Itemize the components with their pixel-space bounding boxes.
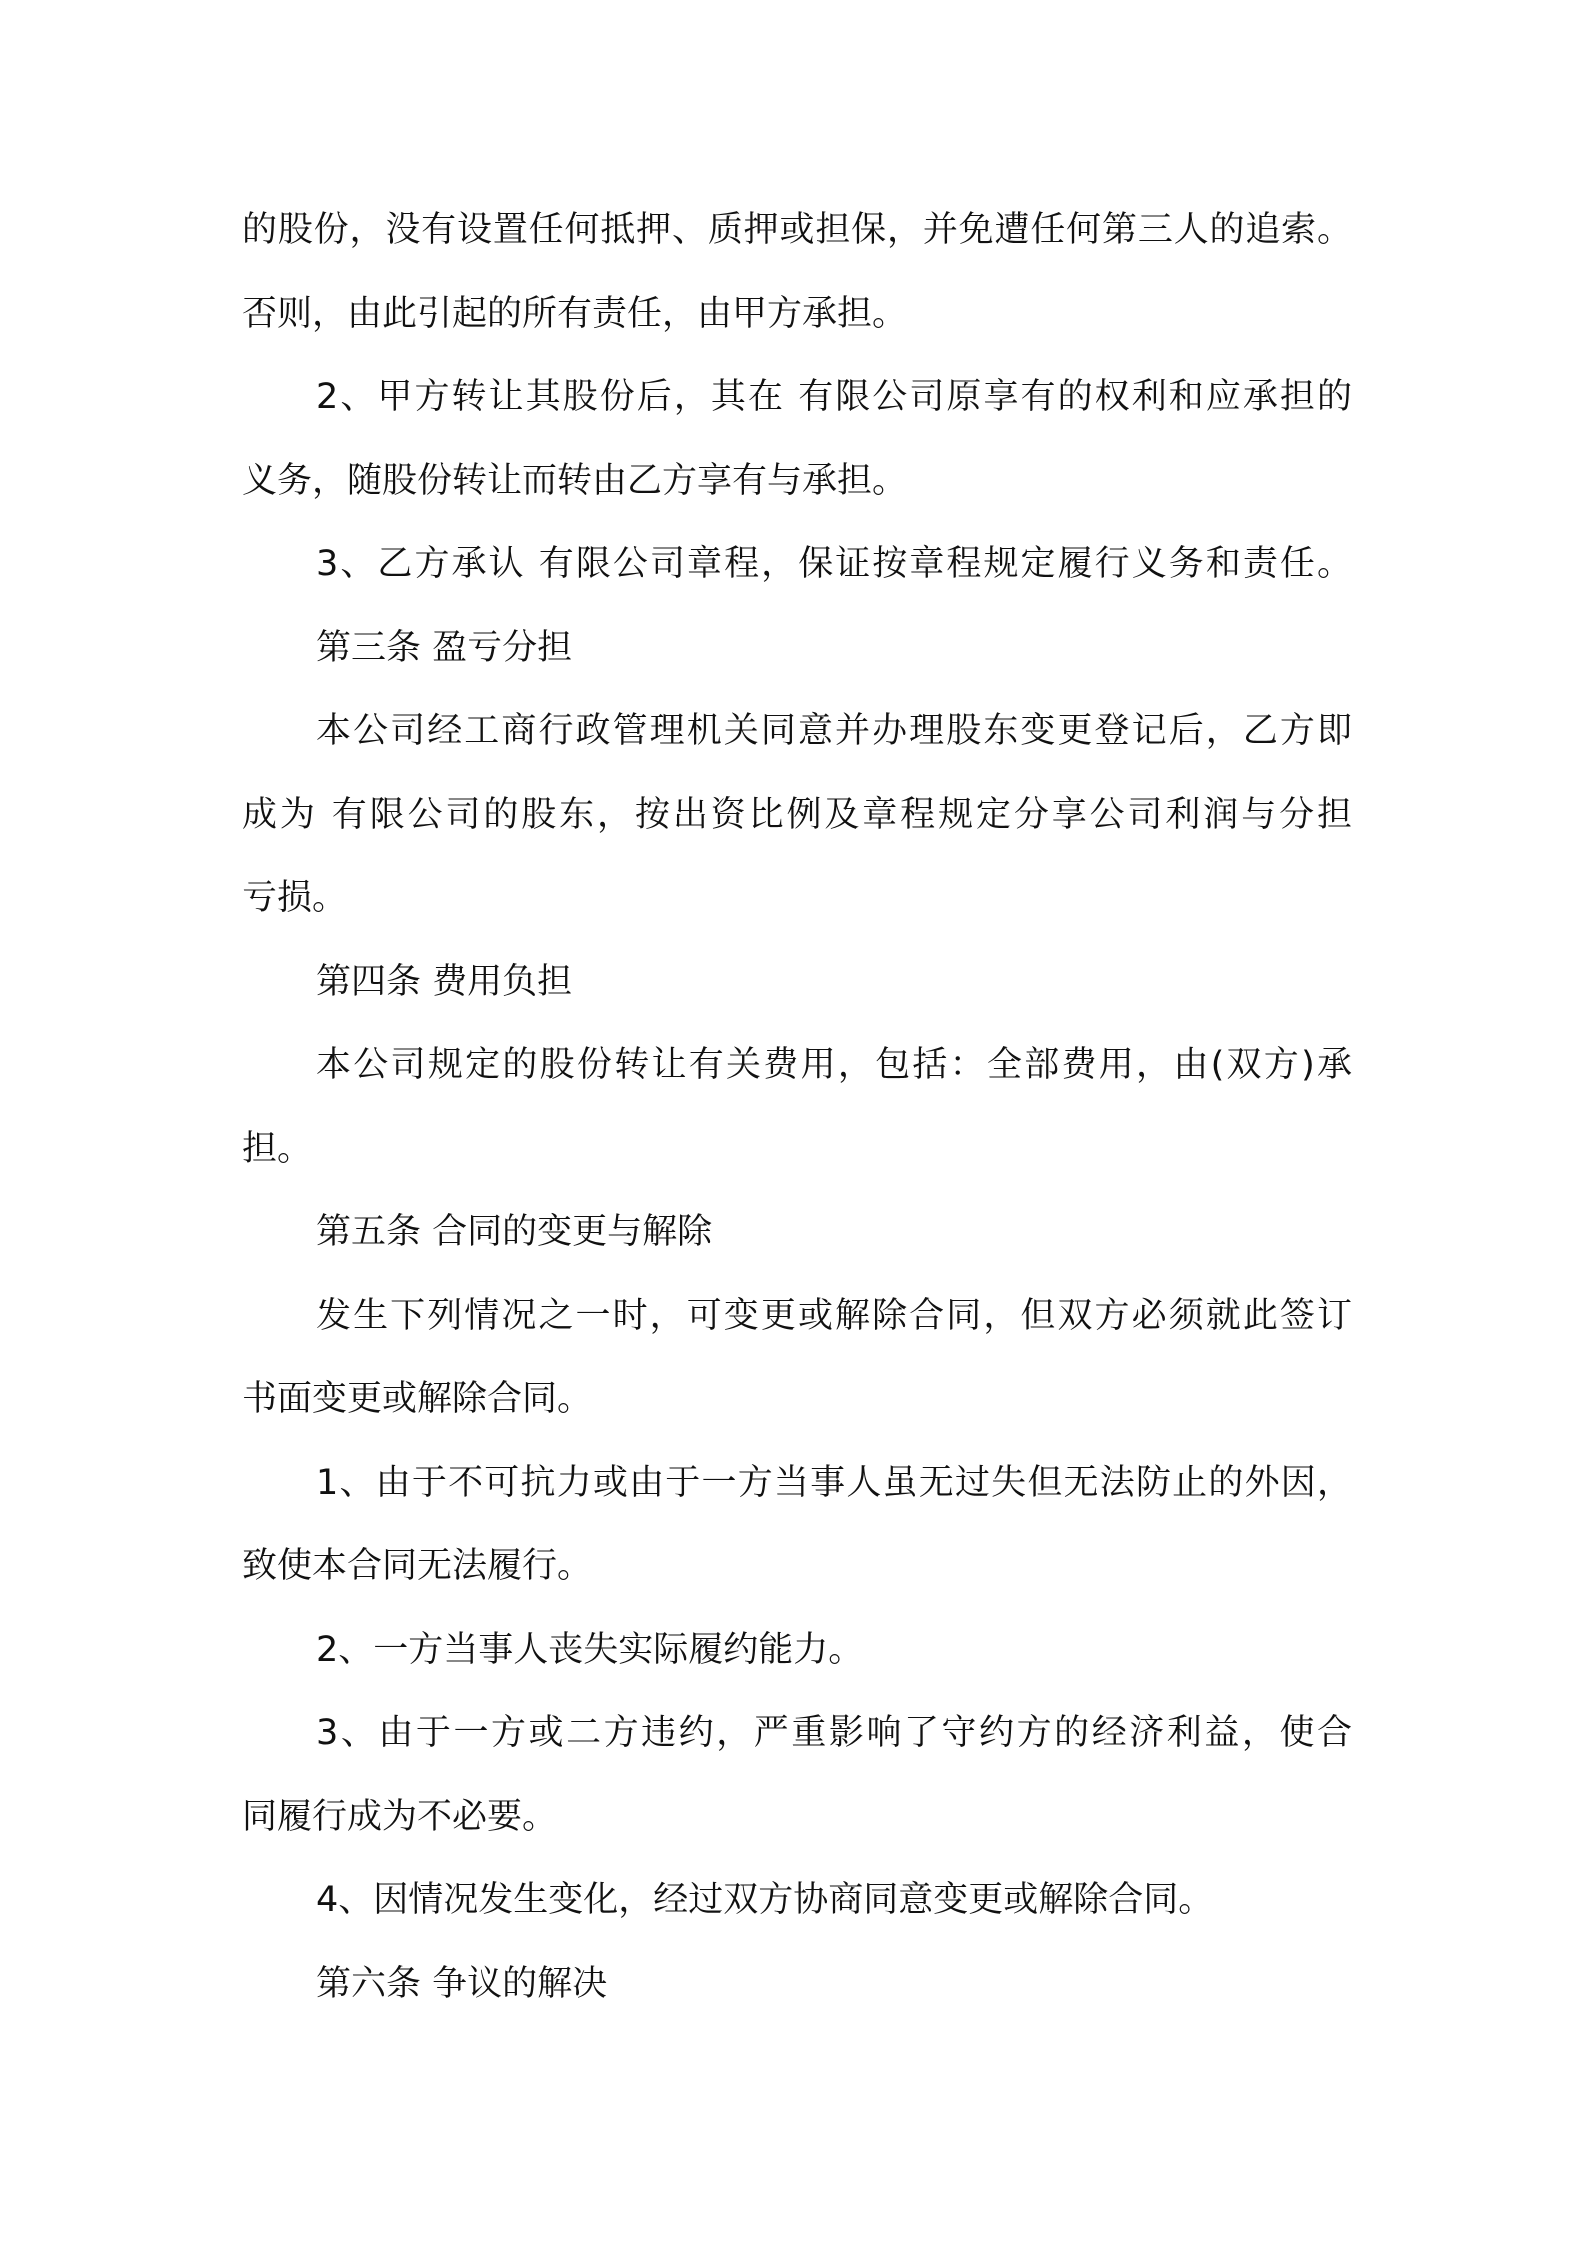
- section-heading: 第六条 争议的解决: [316, 1963, 608, 2004]
- document-line: 亏损。: [242, 878, 348, 918]
- document-line: 1、由于不可抗力或由于一方当事人虽无过失但无法防止的外因，: [316, 1462, 1352, 1503]
- document-line: 同履行成为不必要。: [242, 1796, 558, 1837]
- document-line: 成为 有限公司的股东，按出资比例及章程规定分享公司利润与分担: [242, 794, 1352, 835]
- section-heading: 第三条 盈亏分担: [316, 627, 573, 668]
- document-line: 的股份，没有设置任何抵押、质押或担保，并免遭任何第三人的追索。: [242, 210, 1352, 250]
- document-body: [242, 206, 1352, 2043]
- section-heading: 第四条 费用负担: [316, 961, 573, 1002]
- document-line: 发生下列情况之一时，可变更或解除合同，但双方必须就此签订: [316, 1295, 1352, 1336]
- document-line: 义务，随股份转让而转由乙方享有与承担。: [242, 460, 908, 501]
- document-line: 3、乙方承认 有限公司章程，保证按章程规定履行义务和责任。: [316, 544, 1352, 584]
- document-line: 2、一方当事人丧失实际履约能力。: [316, 1629, 864, 1670]
- document-line: 3、由于一方或二方违约，严重影响了守约方的经济利益，使合: [316, 1713, 1352, 1753]
- document-line: 书面变更或解除合同。: [242, 1379, 593, 1419]
- document-line: 4、因情况发生变化，经过双方协商同意变更或解除合同。: [316, 1880, 1214, 1920]
- document-line: 本公司规定的股份转让有关费用，包括：全部费用，由(双方)承: [316, 1045, 1352, 1085]
- document-line: 否则，由此引起的所有责任，由甲方承担。: [242, 293, 908, 334]
- document-line: 致使本合同无法履行。: [242, 1546, 593, 1586]
- section-heading: 第五条 合同的变更与解除: [316, 1212, 713, 1252]
- document-line: 2、甲方转让其股份后，其在 有限公司原享有的权利和应承担的: [316, 377, 1352, 417]
- document-line: 担。: [242, 1128, 313, 1169]
- document-line: 本公司经工商行政管理机关同意并办理股东变更登记后，乙方即: [316, 711, 1352, 751]
